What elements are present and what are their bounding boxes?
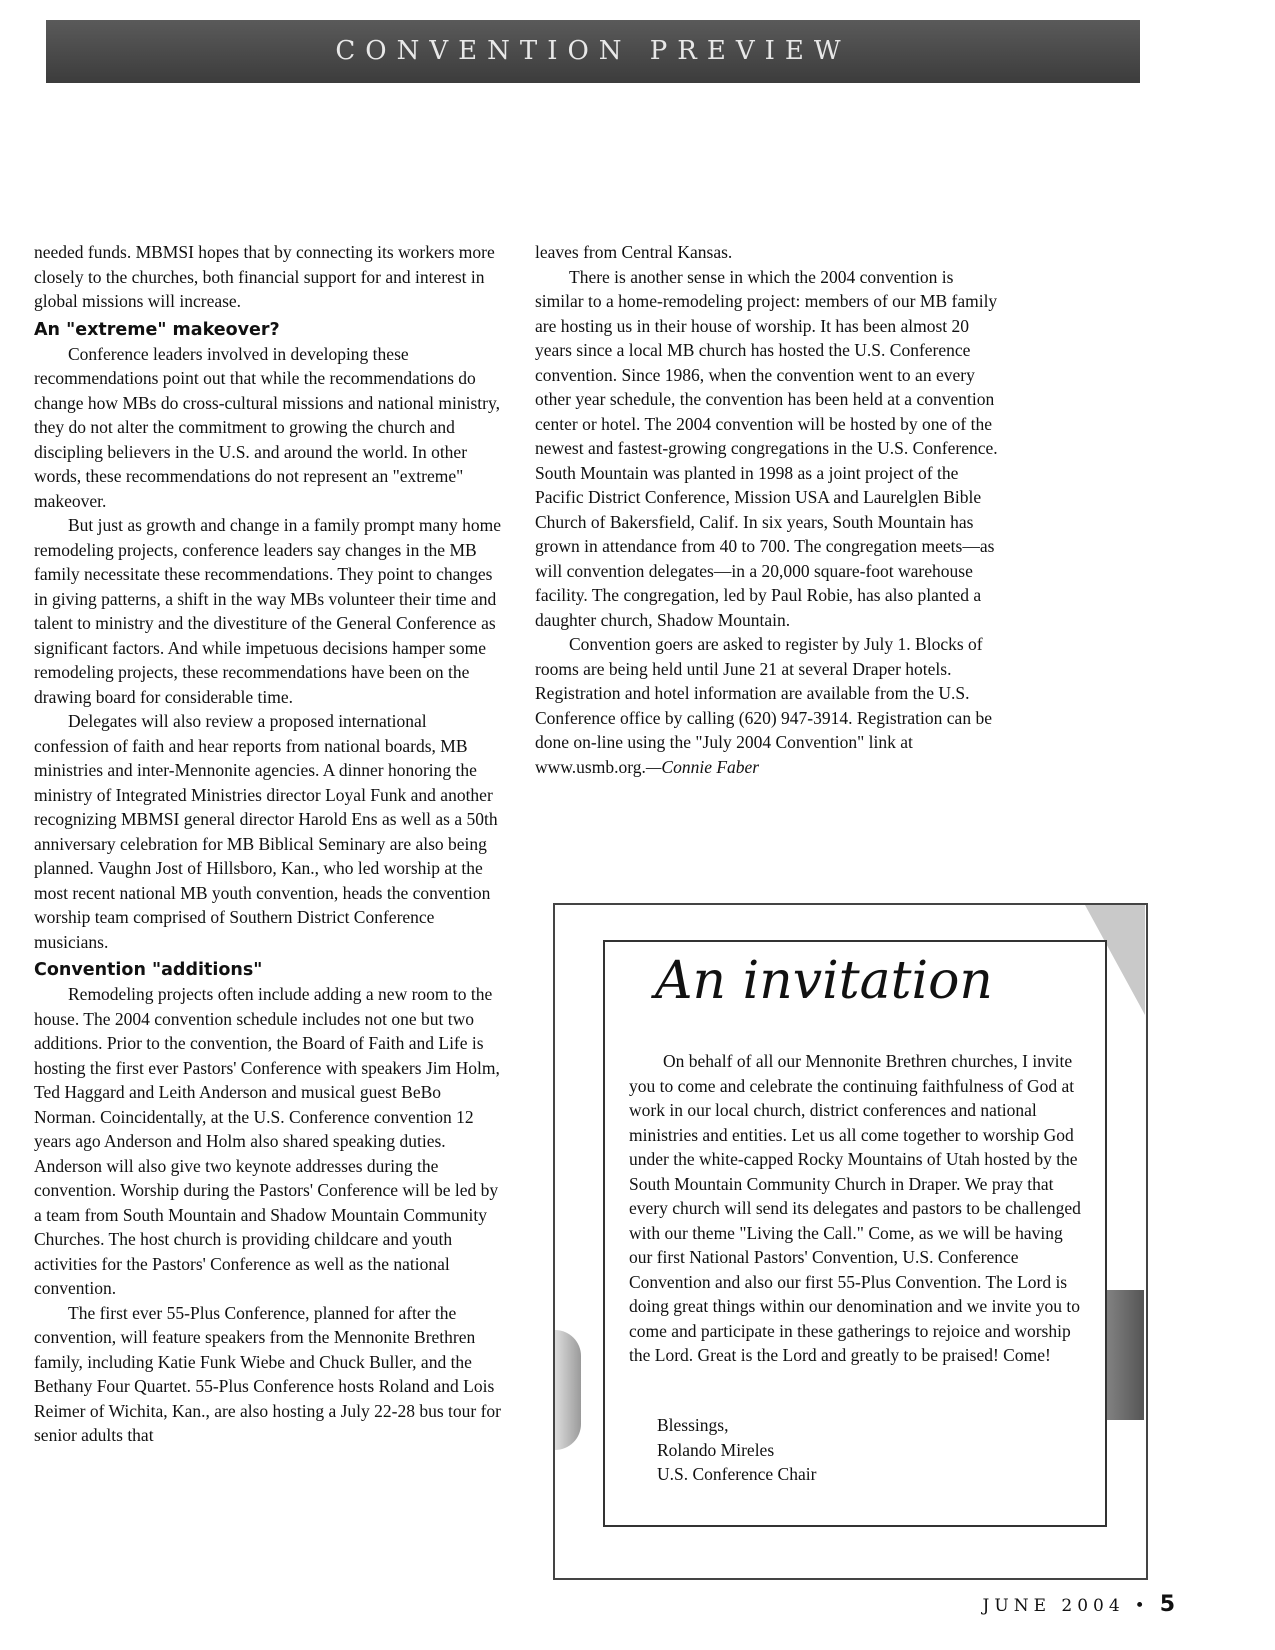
right-column [535, 240, 1005, 779]
decorative-photo-edge-left [555, 1330, 581, 1450]
subheading-extreme-makeover: An "extreme" makeover? [34, 319, 280, 340]
paragraph-text: Convention goers are asked to register by July 1. Blocks of rooms are being held until June 21 at several Draper hotels. Registration and hotel information are available from the U.S. Conference office by calling (620) 947-3914. Registration can be done on-line using the "July 2004 Convention" link at www.usmb.org. [535, 634, 992, 777]
paragraph: Conference leaders involved in developing these recommendations point out that while the recommendations do change how MBs do cross-cultural missions and national ministry, they do not alter the commitment to growing the church and discipling believers in the U.S. and around the world. In other words, these recommendations do not represent an "extreme" makeover. [34, 343, 500, 511]
paragraph: needed funds. MBMSI hopes that by connecting its workers more closely to the churches, both financial support for and interest in global missions will increase. [34, 242, 495, 311]
invitation-panel [603, 940, 1107, 1527]
invitation-box [553, 903, 1148, 1580]
signature-name: Rolando Mireles [657, 1439, 775, 1460]
invitation-signature [657, 1413, 816, 1487]
signature-role: U.S. Conference Chair [657, 1464, 817, 1484]
subheading-convention-additions: Convention "additions" [34, 960, 263, 980]
invitation-title: An invitation [655, 951, 993, 1011]
paragraph: leaves from Central Kansas. [535, 242, 733, 262]
paragraph: Delegates will also review a proposed international confession of faith and hear reports from national boards, MB ministries and inter-Mennonite agencies. A dinner honoring the ministry of Integrated Ministries director Loyal Funk and another recognizing MBMSI general director Harold Ens as well as a 50th anniversary celebration for MB Biblical Seminary are also being planned. Vaughn Jost of Hillsboro, Kan., who led worship at the most recent national MB youth convention, heads the convention worship team comprised of Southern District Conference musicians. [34, 711, 498, 952]
signature-closing: Blessings, [657, 1415, 729, 1435]
left-column [34, 240, 504, 1448]
footer-date: JUNE 2004 [982, 1596, 1125, 1616]
paragraph: Remodeling projects often include adding a new room to the house. The 2004 convention schedule includes not one but two additions. Prior to the convention, the Board of Faith and Life is hosting the first ever Pastors' Conference with speakers Jim Holm, Ted Haggard and Leith Anderson and musical guest BeBo Norman. Coincidentally, at the U.S. Conference convention 12 years ago Anderson and Holm also shared speaking duties. Anderson will also give two keynote addresses during the convention. Worship during the Pastors' Conference will be led by a team from South Mountain and Shadow Mountain Community Churches. The host church is providing childcare and youth activities for the Pastors' Conference as well as the national convention. [34, 984, 500, 1298]
page-footer [983, 1592, 1175, 1617]
invitation-paragraph: On behalf of all our Mennonite Brethren churches, I invite you to come and celebrate the continuing faithfulness of God at work in our local church, district conferences and national ministries and entities. Let us all come together to worship God under the white-capped Rocky Mountains of Utah hosted by the South Mountain Community Church in Draper. We pray that every church will send its delegates and pastors to be challenged with our theme "Living the Call." Come, as we will be having our first National Pastors' Convention, U.S. Conference Convention and also our first 55-Plus Convention. The Lord is doing great things within our denomination and we invite you to come and participate in these gatherings to rejoice and worship the Lord. Great is the Lord and greatly to be praised! Come! [629, 1051, 1081, 1365]
paragraph [535, 632, 1005, 779]
paragraph: There is another sense in which the 2004 convention is similar to a home-remodeling project: members of our MB family are hosting us in their house of worship. It has been almost 20 years since a local MB church has hosted the U.S. Conference convention. Since 1986, when the convention went to an every other year schedule, the convention has been held at a convention center or hotel. The 2004 convention will be hosted by one of the newest and fastest-growing congregations in the U.S. Conference. South Mountain was planted in 1998 as a joint project of the Pacific District Conference, Mission USA and Laurelglen Bible Church of Bakersfield, Calif. In six years, South Mountain has grown in attendance from 40 to 700. The congregation meets—as will convention delegates—in a 20,000 square-foot warehouse facility. The congregation, led by Paul Robie, has also planted a daughter church, Shadow Mountain. [535, 266, 998, 630]
invitation-body [629, 1049, 1089, 1368]
paragraph: The first ever 55-Plus Conference, planned for after the convention, will feature speakers from the Mennonite Brethren family, including Katie Funk Wiebe and Chuck Buller, and the Bethany Four Quartet. 55-Plus Conference hosts Roland and Lois Reimer of Wichita, Kan., are also hosting a July 22-28 bus tour for senior adults that [34, 1302, 501, 1445]
paragraph: But just as growth and change in a family prompt many home remodeling projects, conference leaders say changes in the MB family necessitate these recommendations. They point to changes in giving patterns, a shift in the way MBs volunteer their time and talent to ministry and the divestiture of the General Conference as significant factors. And while impetuous decisions hamper some remodeling projects, these recommendations have been on the drawing board for considerable time. [34, 515, 502, 707]
byline: —Connie Faber [645, 756, 760, 777]
footer-separator: • [1134, 1596, 1150, 1616]
page-number: 5 [1159, 1592, 1175, 1617]
section-banner: CONVENTION PREVIEW [46, 20, 1140, 83]
